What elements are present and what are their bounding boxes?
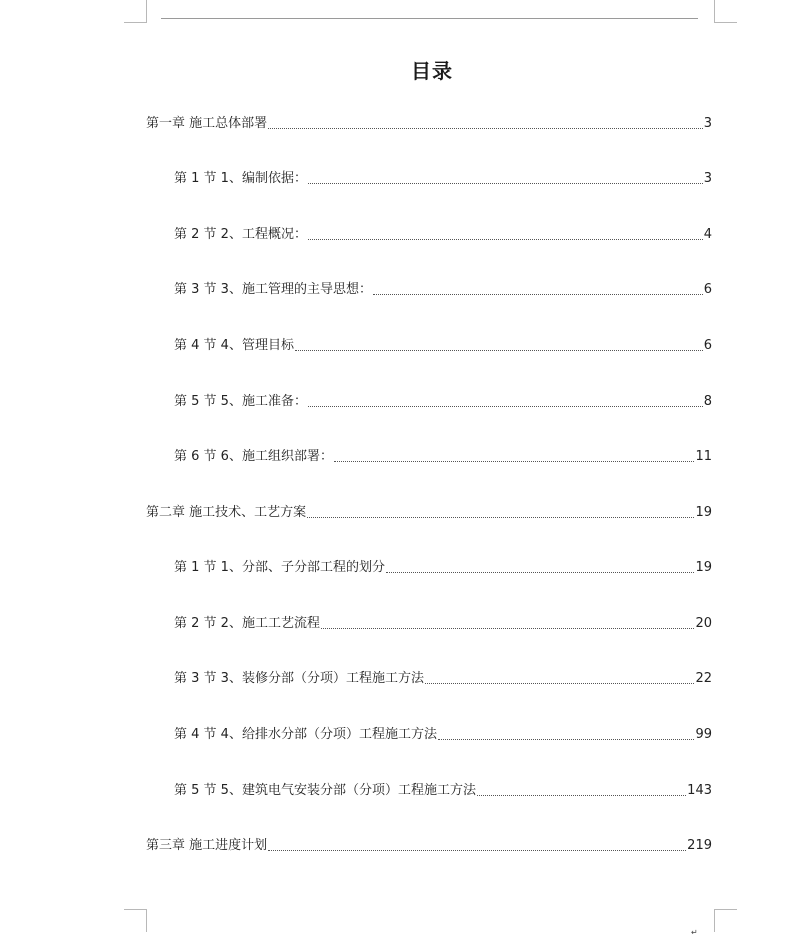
toc-page-number: 4 — [703, 227, 712, 242]
toc-section-entry[interactable] — [174, 669, 712, 689]
toc-dot-leader — [334, 460, 695, 462]
toc-entry-text: 第 3 节 3、施工管理的主导思想： — [174, 282, 372, 297]
toc-dot-leader — [373, 293, 703, 295]
toc-dot-leader — [307, 516, 694, 518]
toc-page-number: 3 — [703, 171, 712, 186]
toc-dot-leader — [268, 127, 703, 129]
toc-dot-leader — [308, 182, 703, 184]
toc-dot-leader — [321, 627, 695, 629]
toc-entry-text: 第 1 节 1、编制依据： — [174, 171, 307, 186]
toc-entry-text: 第 3 节 3、装修分部（分项）工程施工方法 — [174, 671, 424, 686]
toc-dot-leader — [477, 794, 686, 796]
toc-page-number: 19 — [695, 560, 712, 575]
toc-entry-text: 第 6 节 6、施工组织部署： — [174, 449, 333, 464]
toc-page-number: 8 — [703, 394, 712, 409]
margin-corner-top-right — [714, 0, 737, 23]
toc-dot-leader — [308, 238, 703, 240]
toc-page-number: 99 — [695, 727, 712, 742]
toc-entry-text: 第三章 施工进度计划 — [146, 838, 268, 853]
toc-chapter-entry[interactable] — [146, 503, 712, 523]
toc-dot-leader — [295, 349, 703, 351]
toc-section-entry[interactable] — [174, 392, 712, 412]
toc-dot-leader — [425, 682, 695, 684]
toc-entry-text: 第 4 节 4、管理目标 — [174, 338, 294, 353]
toc-entry-text: 第 5 节 5、建筑电气安装分部（分项）工程施工方法 — [174, 783, 476, 798]
toc-section-entry[interactable] — [174, 336, 712, 356]
toc-title: 目录 — [411, 59, 453, 83]
margin-corner-top-left — [124, 0, 147, 23]
margin-corner-bottom-left — [124, 909, 147, 932]
toc-section-entry[interactable] — [174, 280, 712, 300]
toc-chapter-entry[interactable] — [146, 114, 712, 134]
toc-entry-text: 第 4 节 4、给排水分部（分项）工程施工方法 — [174, 727, 437, 742]
toc-dot-leader — [386, 571, 695, 573]
header-rule — [161, 18, 698, 19]
toc-entry-text: 第 5 节 5、施工准备： — [174, 394, 307, 409]
toc-section-entry[interactable] — [174, 225, 712, 245]
toc-section-entry[interactable] — [174, 169, 712, 189]
toc-page-number: 3 — [703, 116, 712, 131]
toc-entry-text: 第 1 节 1、分部、子分部工程的划分 — [174, 560, 385, 575]
toc-entry-text: 第二章 施工技术、工艺方案 — [146, 505, 307, 520]
toc-entry-text: 第一章 施工总体部署 — [146, 116, 268, 131]
toc-section-entry[interactable] — [174, 447, 712, 467]
toc-page-number: 20 — [695, 616, 712, 631]
paragraph-mark: ↵ — [691, 928, 698, 937]
toc-dot-leader — [268, 849, 686, 851]
toc-dot-leader — [308, 405, 703, 407]
toc-chapter-entry[interactable] — [146, 836, 712, 856]
toc-page-number: 6 — [703, 282, 712, 297]
margin-corner-bottom-right — [714, 909, 737, 932]
toc-entry-text: 第 2 节 2、工程概况： — [174, 227, 307, 242]
toc-page-number: 6 — [703, 338, 712, 353]
toc-section-entry[interactable] — [174, 614, 712, 634]
toc-section-entry[interactable] — [174, 781, 712, 801]
toc-page-number: 22 — [695, 671, 712, 686]
toc-entry-text: 第 2 节 2、施工工艺流程 — [174, 616, 320, 631]
toc-page-number: 219 — [687, 838, 712, 853]
toc-dot-leader — [438, 738, 695, 740]
toc-page-number: 19 — [695, 505, 712, 520]
toc-section-entry[interactable] — [174, 725, 712, 745]
toc-page-number: 143 — [687, 783, 712, 798]
toc-page-number: 11 — [695, 449, 712, 464]
toc-section-entry[interactable] — [174, 558, 712, 578]
